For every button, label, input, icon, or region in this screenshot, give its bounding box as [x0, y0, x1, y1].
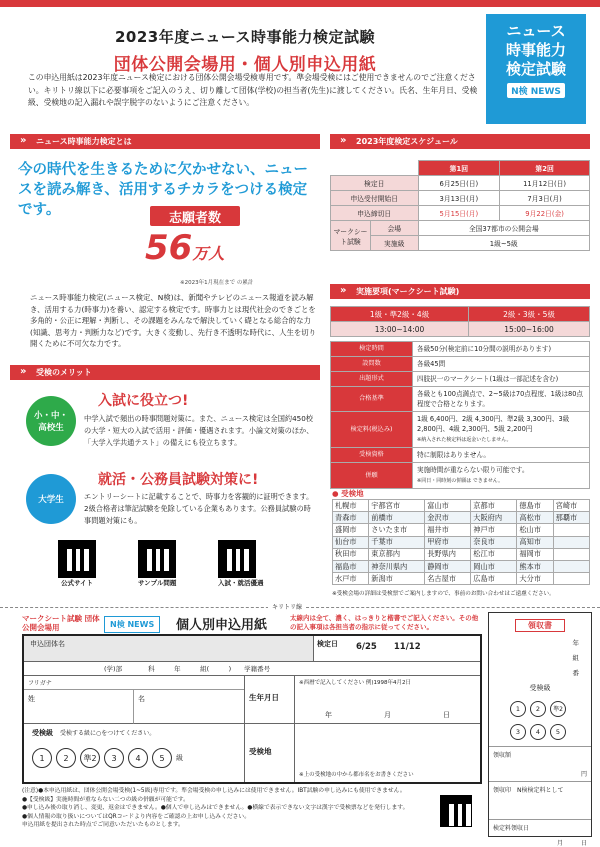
note-4: ●個人情報の取り扱いについてはQRコードより内容をご確認の上お申し込みください。 — [22, 813, 251, 820]
venue-cell: 東京都内 — [369, 548, 425, 560]
venues-heading: ● 受検地 — [332, 489, 364, 498]
receipt-grades-row1 — [489, 696, 591, 717]
venue-row — [333, 573, 590, 585]
venue-cell: 青森市 — [333, 512, 369, 524]
req-row — [331, 412, 590, 448]
cell: 7月3日(月) — [500, 191, 590, 206]
logo-line-2: 時事能力 — [505, 41, 566, 59]
schedule-table — [330, 160, 590, 251]
venues-heading-text: 受検地 — [341, 489, 364, 498]
receipt-grade-5[interactable]: 5 — [550, 724, 566, 740]
venues-table — [332, 499, 590, 585]
form-notes — [22, 787, 432, 830]
note-1: (注意)●本申込用紙は、団体公開会場受検(1~5級)専用です。準会場受検の申し込みには使用できません。IBT試験の申し込みにも使用できません。 — [22, 788, 406, 794]
venue-cell: 京都市 — [471, 500, 517, 512]
venue-cell — [553, 536, 589, 548]
month-label: 月 — [384, 711, 391, 719]
requirements-table — [330, 341, 590, 489]
qr-sample[interactable] — [138, 540, 176, 587]
count-unit: 万人 — [192, 244, 225, 263]
receipt-day: 日 — [580, 840, 587, 847]
venue-row — [333, 512, 590, 524]
venues-note: ※受検会場の詳細は受検票でご案内しますので、事前のお問い合わせはご遠慮ください。 — [332, 591, 555, 597]
venue-cell: 大分市 — [517, 573, 553, 585]
venue-cell: 仙台市 — [333, 536, 369, 548]
note-5: 申込用紙を提出された時点でご同意いただいたものとします。 — [22, 822, 184, 829]
logo-line-1: ニュース — [506, 22, 566, 40]
qr-label-preference: 入試・就活優遇 — [218, 579, 264, 587]
merit1-text: 中学入試で頻出の時事問題対策に。また、ニュース検定は全国約450校の大学・短大の入試で活用・評価・優遇されます。小論文対策のほか、「大学入学共通テスト」の備えにも役立ちます。 — [84, 414, 314, 447]
req-label: 設問数 — [331, 357, 413, 372]
schedule-heading: » 2023年度検定スケジュール — [330, 134, 590, 149]
grade-select — [24, 724, 244, 782]
mei-label: 名 — [138, 695, 145, 703]
venue-cell: 前橋市 — [369, 512, 425, 524]
cell: 11月12日(日) — [500, 176, 590, 191]
venue-cell: 神奈川県内 — [369, 560, 425, 572]
venue-cell: 秋田市 — [333, 548, 369, 560]
date-options[interactable] — [350, 636, 480, 662]
qr-code-icon — [58, 540, 96, 578]
group-label: 申込団体名 — [30, 640, 65, 648]
req-label: 受検資格 — [331, 448, 413, 463]
grade-label: 実施級 — [371, 236, 419, 251]
req-row — [331, 372, 590, 387]
receipt-month: 月 — [556, 840, 563, 847]
req-value: 各級とも100点満点で、2~5級は70点程度、1級は80点程度で合格となります。 — [413, 387, 590, 412]
time-2: 15:00~16:00 — [469, 322, 590, 337]
qr-code-icon — [138, 540, 176, 578]
note-2: ●【受検級】実施時間が重ならない二つの級の併願が可能です。 — [22, 796, 189, 803]
grade-value: 1級~5級 — [418, 236, 590, 251]
receiver-label: 領収印 — [493, 787, 512, 794]
surname-field[interactable] — [24, 690, 134, 724]
title-block — [10, 26, 480, 75]
venue-cell: 宮崎市 — [553, 500, 589, 512]
group-field[interactable] — [24, 636, 314, 662]
venue-cell: 高松市 — [517, 512, 553, 524]
receipt-group: 組 — [572, 654, 579, 662]
venue-cell: 福井市 — [425, 524, 471, 536]
cut-label: キリトリ線 — [268, 602, 306, 611]
venue-cell: 甲府市 — [425, 536, 471, 548]
fee-note: ※納入された検定料は返金いたしません。 — [417, 437, 512, 443]
student-circle-icon — [26, 396, 76, 446]
venue-row — [333, 500, 590, 512]
receipt-grade-2[interactable]: 2 — [530, 701, 546, 717]
venue-cell: 福岡市 — [517, 548, 553, 560]
receiver-value: N検検定料として — [517, 787, 564, 794]
grade-time-table — [330, 306, 590, 337]
venue-cell: 広島市 — [471, 573, 517, 585]
given-name-field[interactable] — [134, 690, 244, 724]
req-row — [331, 357, 590, 372]
grade-option-2[interactable]: 2 — [56, 748, 76, 768]
count-note: ※2023年1月現在まで の累計 — [180, 280, 254, 286]
merit2-heading: 就活・公務員試験対策に! — [98, 472, 259, 488]
req-row — [331, 387, 590, 412]
req-row — [331, 463, 590, 489]
grade-group-2: 2級・3級・5級 — [469, 307, 590, 322]
venue-label: 受検地 — [244, 724, 294, 782]
grade-group-1: 1級・準2級・4級 — [331, 307, 469, 322]
venue-cell: 高知市 — [517, 536, 553, 548]
form-grade-label: 受検級 — [32, 729, 53, 737]
venue-cell: 札幌市 — [333, 500, 369, 512]
receipt-grade-pre2[interactable]: 準2 — [550, 701, 566, 717]
venue-cell — [553, 548, 589, 560]
req-value: 特に制限はありません。 — [413, 448, 590, 463]
requirements-heading: » 実施要項(マークシート試験) — [330, 284, 590, 299]
schedule-header-row — [331, 161, 590, 176]
venue-row — [333, 536, 590, 548]
venue-cell: 福島市 — [333, 560, 369, 572]
req-label: 出題形式 — [331, 372, 413, 387]
schedule-corner — [331, 161, 419, 176]
page-subtitle: 団体公開会場用・個人別申込用紙 — [113, 55, 377, 75]
req-row — [331, 342, 590, 357]
venue-cell: 松江市 — [471, 548, 517, 560]
form-title: 個人別申込用紙 — [176, 618, 268, 633]
form-frame — [22, 634, 482, 784]
qr-label-official: 公式サイト — [60, 579, 94, 587]
req-label: 検定時間 — [331, 342, 413, 357]
round1-header: 第1回 — [418, 161, 500, 176]
birth-field[interactable] — [294, 676, 480, 724]
schedule-row — [331, 176, 590, 191]
venue-cell: 金沢市 — [425, 512, 471, 524]
circle1-label: 小・中・高校生 — [33, 411, 68, 433]
receipt-year: 年 — [572, 639, 579, 647]
venue-note: ※上の受検地の中から都市名をお書きください — [299, 772, 414, 778]
form-tag: マークシート試験 団体公開会場用 — [22, 614, 100, 632]
venue-cell: 熊本市 — [517, 560, 553, 572]
fee-text: 1級 6,400円、2級 4,300円、準2級 3,300円、3級 2,800円、4級 2,300円、5級 2,200円 — [417, 415, 570, 433]
note-3: ●申し込み後の取り消し、変更、返金はできません。●個人で申し込みはできません。●横線で表示できない文字は漢字で受検票などを発行します。 — [22, 805, 409, 812]
cell: 9月22日(金) — [500, 206, 590, 221]
sei-label: 姓 — [28, 695, 35, 703]
req-value-fee — [413, 412, 590, 448]
venue-cell: さいたま市 — [369, 524, 425, 536]
venue-cell: 静岡市 — [425, 560, 471, 572]
grade-option-3[interactable]: 3 — [104, 748, 124, 768]
venue-field[interactable] — [294, 724, 480, 782]
time-1: 13:00~14:00 — [331, 322, 469, 337]
venue-row — [333, 548, 590, 560]
furigana-field[interactable]: フリガナ — [24, 676, 244, 690]
merit2-text: エントリーシートに記載することで、時事力を客観的に証明できます。2級合格者は筆記試験を免除している企業もあります。公務員試験の時事問題対策にも。 — [84, 492, 314, 525]
birth-label: 生年月日 — [244, 676, 294, 724]
req-label: 検定料(税込み) — [331, 412, 413, 448]
receipt-date[interactable] — [489, 819, 591, 847]
receipt-stamp[interactable] — [489, 781, 591, 819]
receipt-number: 番 — [572, 669, 579, 677]
form-grade-hint: 受検する級に○をつけてください。 — [60, 730, 156, 737]
venue-cell: 名古屋市 — [425, 573, 471, 585]
venue-row — [333, 524, 590, 536]
date-option-1[interactable]: 6/25 — [356, 642, 377, 652]
venue-cell: 新潟市 — [369, 573, 425, 585]
qr-preference[interactable] — [218, 540, 264, 587]
cell: 6月25日(日) — [418, 176, 500, 191]
venue-cell: 宇都宮市 — [369, 500, 425, 512]
form-instruction: 太線内は全て、濃く、はっきりと楷書でご記入ください。その他の記入事項は各担当者の指示に従ってください。 — [290, 614, 479, 631]
cell: 3月13日(月) — [418, 191, 500, 206]
about-heading: » ニュース時事能力検定とは — [10, 134, 320, 149]
row-label: 申込締切日 — [331, 206, 419, 221]
university-circle-icon — [26, 474, 76, 524]
year-label: 年 — [325, 711, 332, 719]
venue-row — [333, 560, 590, 572]
birth-note: ※西暦で記入してください 例)1998年4月2日 — [299, 680, 411, 686]
date-option-2[interactable]: 11/12 — [393, 642, 421, 652]
date-label: 検定日 — [314, 636, 350, 662]
req-row — [331, 448, 590, 463]
req-label: 合格基準 — [331, 387, 413, 412]
qr-code-icon — [218, 540, 256, 578]
req-value: 各級50分(検定前に10分間の説明があります) — [413, 342, 590, 357]
venue-cell: 奈良市 — [471, 536, 517, 548]
venue-cell: 神戸市 — [471, 524, 517, 536]
venue-cell — [553, 524, 589, 536]
receipt-grade-label: 受検級 — [529, 684, 551, 692]
merit-heading: » 受検のメリット — [10, 365, 320, 380]
logo-badge: N検 NEWS — [507, 83, 565, 98]
venue-cell: 徳島市 — [517, 500, 553, 512]
venue-cell — [553, 573, 589, 585]
receipt-grade-3[interactable]: 3 — [510, 724, 526, 740]
req-value-combo — [413, 463, 590, 489]
venue-cell: 富山市 — [425, 500, 471, 512]
venue-label: 会場 — [371, 221, 419, 236]
venue-cell: 盛岡市 — [333, 524, 369, 536]
combo-note: ※同日・同時刻の併願は できません。 — [417, 478, 504, 484]
applicant-count — [145, 228, 275, 268]
yen-label: 円 — [580, 771, 587, 778]
grade-option-5[interactable]: 5 — [152, 748, 172, 768]
row-label: 検定日 — [331, 176, 419, 191]
intro-text: この申込用紙は2023年度ニュース検定における団体公開会場受検専用です。準会場受検にはご使用できませんのでご注意ください。キリトリ線以下に必要事項をご記入のうえ、切り離して団体(学校)の担当者(先生)に渡してください。氏名、生年月日、受検級、受検地の記入漏れや誤字脱字のないようにご注意ください。 — [28, 73, 478, 107]
combo-text: 実施時間が重ならない限り可能です。 — [417, 466, 529, 474]
venue-cell: 那覇市 — [553, 512, 589, 524]
grade-options — [32, 748, 236, 768]
schedule-row — [331, 191, 590, 206]
applicant-badge: 志願者数 — [150, 206, 240, 226]
req-value: 四肢択一のマークシート(1級は一部記述を含む) — [413, 372, 590, 387]
venue-cell: 大阪府内 — [471, 512, 517, 524]
round2-header: 第2回 — [500, 161, 590, 176]
venue-cell — [553, 560, 589, 572]
venue-cell: 岡山市 — [471, 560, 517, 572]
receipt-date-label: 検定料領収日 — [493, 825, 530, 832]
cell: 5月15日(月) — [418, 206, 500, 221]
receipt-grades-row2 — [489, 719, 591, 740]
n-ken-logo — [486, 14, 586, 124]
venue-cell: 松山市 — [517, 524, 553, 536]
about-body: ニュース時事能力検定(ニュース検定、N検)は、新聞やテレビのニュース報道を読み解き、活用する力(時事力)を養い、認定する検定です。時事力とは現代社会のできごとを多角的・公正に理解・判断し、その課題をみんなで解決していく礎となる総合的な力(知識、思考力・判断力など)です。大きく変動し、先行き不透明な時代に、人生を切り開くために不可欠な力です。 — [30, 293, 317, 348]
amount-label: 領収額 — [493, 752, 512, 759]
receipt-grade-4[interactable]: 4 — [530, 724, 546, 740]
grade-option-pre2[interactable]: 準2 — [80, 748, 100, 768]
qr-official[interactable] — [58, 540, 96, 587]
receipt — [488, 612, 592, 847]
venue-cell: 長野県内 — [425, 548, 471, 560]
row-label: 申込受付開始日 — [331, 191, 419, 206]
qr-label-sample: サンプル問題 — [138, 579, 177, 587]
venue-cell: 水戸市 — [333, 573, 369, 585]
schedule-row — [331, 206, 590, 221]
privacy-qr-icon[interactable] — [440, 795, 472, 827]
form-badge: N検 NEWS — [104, 616, 160, 633]
mark-label: マークシート試験 — [331, 221, 371, 251]
logo-line-3: 検定試験 — [505, 60, 566, 78]
grade-option-4[interactable]: 4 — [128, 748, 148, 768]
receipt-grade-1[interactable]: 1 — [510, 701, 526, 717]
merit1-heading: 入試に役立つ! — [98, 393, 189, 409]
top-accent-bar — [0, 0, 600, 7]
grade-suffix: 級 — [176, 754, 183, 762]
circle2-label: 大学生 — [38, 495, 64, 505]
venue-value: 全国37都市の公開会場 — [418, 221, 590, 236]
grade-label-row — [32, 728, 236, 738]
req-value: 各級45問 — [413, 357, 590, 372]
day-label: 日 — [443, 711, 450, 719]
page-title: 2023年度ニュース時事能力検定試験 — [115, 28, 375, 46]
about-lead: 今の時代を生きるために欠かせない、ニュースを読み解き、活用するチカラをつける検定です。 — [18, 162, 308, 218]
receipt-amount[interactable] — [489, 746, 591, 781]
venue-cell: 千葉市 — [369, 536, 425, 548]
count-number: 56 — [145, 228, 193, 268]
schedule-venue-row — [331, 221, 590, 236]
dept-row[interactable]: (学)部 科 年 組( ) 学籍番号 — [24, 662, 480, 676]
req-label: 併願 — [331, 463, 413, 489]
receipt-title: 領収書 — [515, 619, 565, 632]
grade-option-1[interactable]: 1 — [32, 748, 52, 768]
